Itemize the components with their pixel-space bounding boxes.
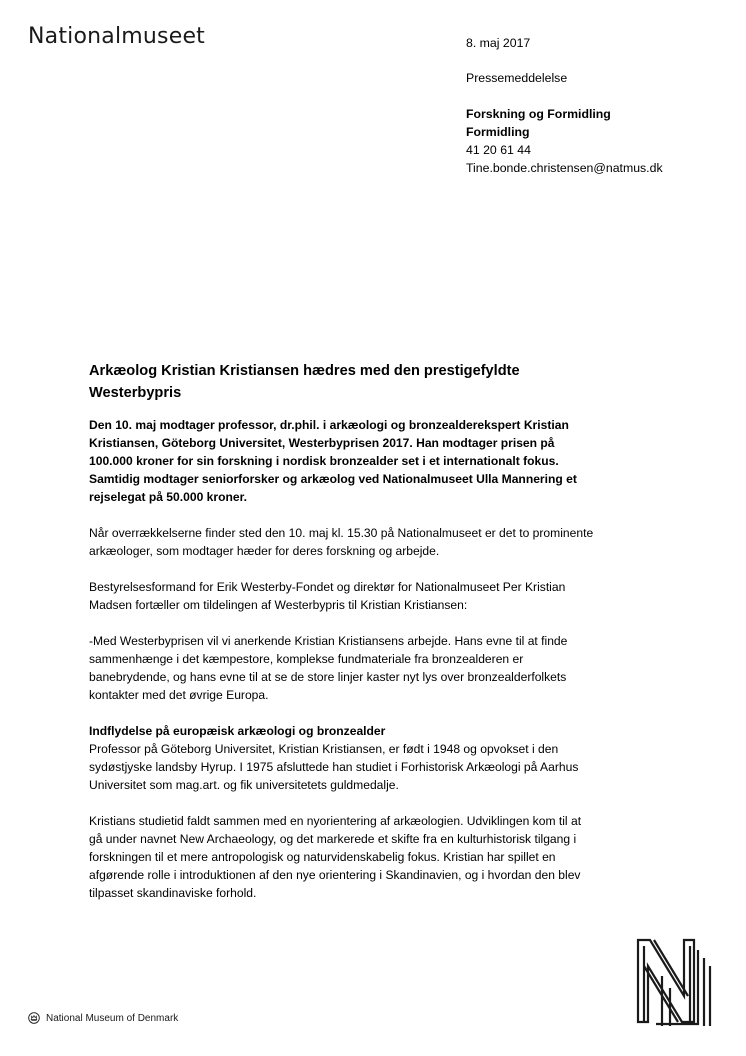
press-meta-block (466, 34, 663, 177)
paragraph-2: Bestyrelsesformand for Erik Westerby-Fondet og direktør for Nationalmuseet Per Kristian Madsen fortæller om tildelingen af Westerbypris til Kristian Kristiansen: (89, 580, 566, 612)
section-influence (89, 722, 599, 794)
release-date: 8. maj 2017 (466, 36, 531, 50)
contact-subdepartment: Formidling (466, 125, 530, 139)
crown-emblem-icon (28, 1012, 40, 1024)
nationalmuseet-logo-text: Nationalmuseet (28, 24, 206, 49)
paragraph-quote: -Med Westerbyprisen vil vi anerkende Kristian Kristiansens arbejde. Hans evne til at finde sammenhænge i det kæmpestore, komplekse fundmateriale fra bronzealderen er banebrydende, og hans evne til at se de store linjer kaster nyt lys over bronzealderfolkets kontakter med det øvrige Europa. (89, 634, 568, 702)
paragraph-1: Når overrækkelserne finder sted den 10. maj kl. 15.30 på Nationalmuseet er det to prominente arkæologer, som modtager hæder for deres forskning og arbejde. (89, 526, 594, 558)
article-body (89, 360, 599, 920)
article-title: Arkæolog Kristian Kristiansen hædres med den prestigefyldte Westerbypris (89, 363, 520, 401)
section-subheading: Indflydelse på europæisk arkæologi og bronzealder (89, 724, 386, 738)
contact-email[interactable]: Tine.bonde.christensen@natmus.dk (466, 161, 663, 175)
document-type: Pressemeddelelse (466, 71, 568, 85)
article-lede: Den 10. maj modtager professor, dr.phil. i arkæologi og bronzealderekspert Kristian Kristiansen, Göteborg Universitet, Westerbyprisen 2017. Han modtager prisen på 100.000 kroner for sin forskning i nordisk bronzealder set i et internationalt fokus. Samtidig modtager seniorforsker og arkæolog ved Nationalmuseet Ulla Mannering et rejselegat på 50.000 kroner. (89, 418, 577, 504)
paragraph-5: Kristians studietid faldt sammen med en nyorientering af arkæologien. Udviklingen kom til at gå under navnet New Archaeology, og det markerede et skifte fra en kulturhistorisk tilgang i forskningen til et mere antropologisk og naturvidenskabelig fokus. Kristian har spillet en afgørende rolle i introduktionen af den nye orientering i Skandinavien, og i hvordan den blev tilpasset skandinaviske forhold. (89, 814, 582, 900)
footer-institution (28, 1012, 178, 1024)
n-monogram-icon (636, 936, 718, 1026)
institution-name: National Museum of Denmark (46, 1012, 179, 1024)
contact-phone: 41 20 61 44 (466, 143, 531, 157)
paragraph-4: Professor på Göteborg Universitet, Kristian Kristiansen, er født i 1948 og opvokset i den sydøstjyske landsby Hyrup. I 1975 afsluttede han studiet i Forhistorisk Arkæologi på Aarhus Universitet som mag.art. og fik universitetets guldmedalje. (89, 742, 579, 792)
contact-department: Forskning og Formidling (466, 107, 611, 121)
